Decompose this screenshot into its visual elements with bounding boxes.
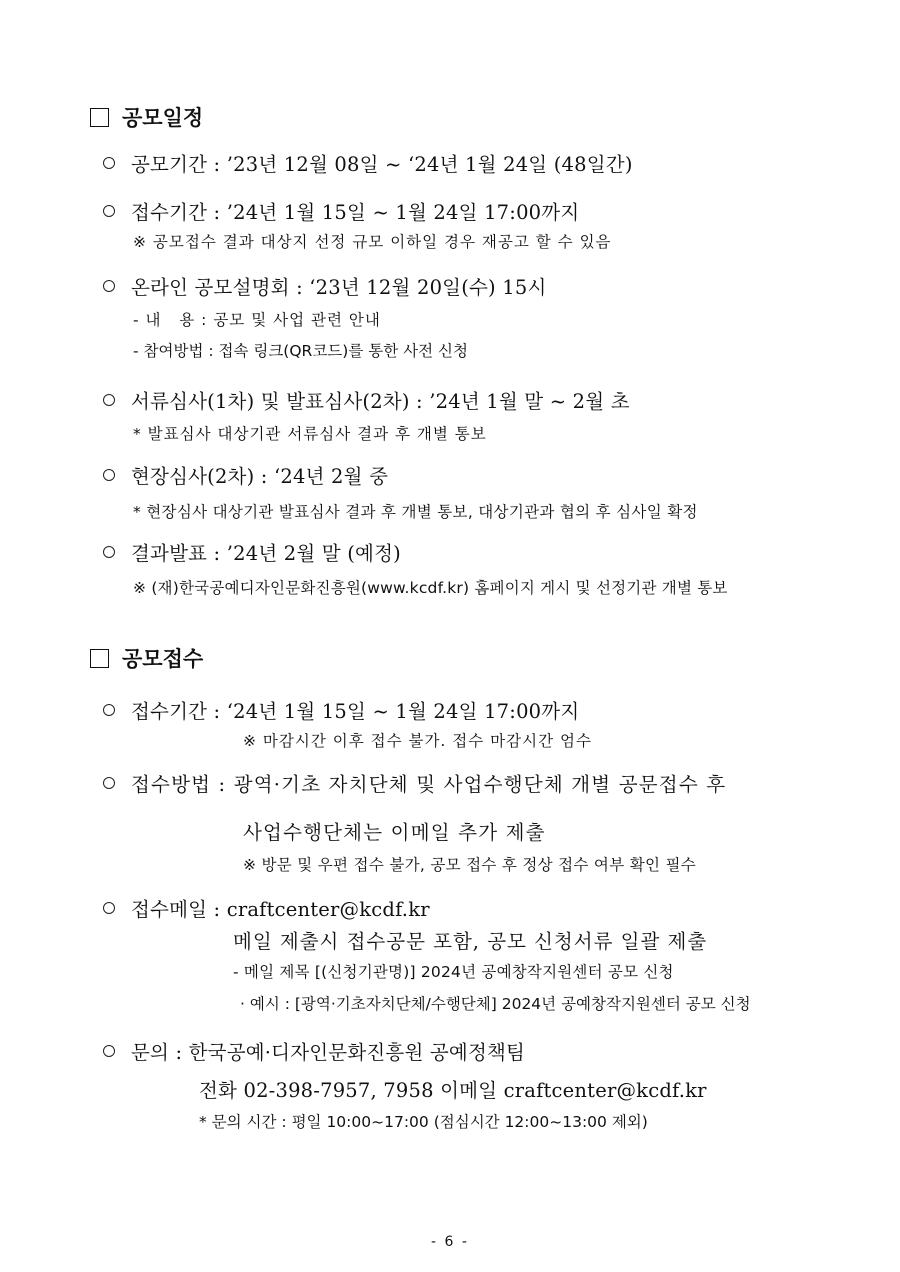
page-number: - 6 - <box>431 1234 469 1250</box>
submission-method: 접수방법 : 광역·기초 자치단체 및 사업수행단체 개별 공문접수 후 <box>103 775 726 795</box>
schedule-period: 공모기간 : ’23년 12월 08일 ~ ‘24년 1월 24일 (48일간) <box>103 155 633 175</box>
contact-phone: 전화 02-398-7957, 7958 이메일 craftcenter@kcdf.kr <box>199 1079 707 1102</box>
section-heading-submission: 공모접수 <box>90 649 203 670</box>
circle-bullet-icon <box>103 394 115 406</box>
method-continued: 사업수행단체는 이메일 추가 제출 <box>243 821 546 844</box>
reception-note: ※ 공모접수 결과 대상지 선정 규모 이하일 경우 재공고 할 수 있음 <box>133 233 612 251</box>
contact: 문의 : 한국공예·디자인문화진흥원 공예정책팀 <box>103 1043 525 1063</box>
circle-bullet-icon <box>103 777 115 789</box>
result-note: ※ (재)한국공예디자인문화진흥원(www.kcdf.kr) 홈페이지 게시 및 선정기관 개별 통보 <box>133 579 728 597</box>
email-example: · 예시 : [광역·기초자치단체/수행단체] 2024년 공예창작지원센터 공모 신청 <box>240 995 751 1013</box>
briefing-content: - 내 용 : 공모 및 사업 관련 안내 <box>133 311 381 329</box>
schedule-review: 서류심사(1차) 및 발표심사(2차) : ’24년 1월 말 ~ 2월 초 <box>103 392 630 412</box>
circle-bullet-icon <box>103 205 115 217</box>
site-note: * 현장심사 대상기관 발표심사 결과 후 개별 통보, 대상기관과 협의 후 심사일 확정 <box>133 503 698 521</box>
circle-bullet-icon <box>103 280 115 292</box>
email-subject: - 메일 제목 [(신청기관명)] 2024년 공예창작지원센터 공모 신청 <box>233 963 674 981</box>
submission-email: 접수메일 : craftcenter@kcdf.kr <box>103 900 430 920</box>
checkbox-square-icon <box>90 649 109 668</box>
checkbox-square-icon <box>90 108 109 127</box>
circle-bullet-icon <box>103 704 115 716</box>
method-note: ※ 방문 및 우편 접수 불가, 공모 접수 후 정상 접수 여부 확인 필수 <box>243 856 697 874</box>
circle-bullet-icon <box>103 469 115 481</box>
email-continued: 메일 제출시 접수공문 포함, 공모 신청서류 일괄 제출 <box>233 930 708 953</box>
briefing-method: - 참여방법 : 접속 링크(QR코드)를 통한 사전 신청 <box>133 342 468 360</box>
section-heading-schedule: 공모일정 <box>90 108 203 129</box>
circle-bullet-icon <box>103 1045 115 1057</box>
period-note: ※ 마감시간 이후 접수 불가. 접수 마감시간 엄수 <box>243 732 592 750</box>
schedule-briefing: 온라인 공모설명회 : ‘23년 12월 20일(수) 15시 <box>103 278 547 298</box>
contact-hours: * 문의 시간 : 평일 10:00~17:00 (점심시간 12:00~13:00 제외) <box>199 1113 648 1131</box>
circle-bullet-icon <box>103 157 115 169</box>
circle-bullet-icon <box>103 546 115 558</box>
circle-bullet-icon <box>103 902 115 914</box>
review-note: * 발표심사 대상기관 서류심사 결과 후 개별 통보 <box>133 425 487 443</box>
submission-period: 접수기간 : ‘24년 1월 15일 ~ 1월 24일 17:00까지 <box>103 702 579 722</box>
schedule-site: 현장심사(2차) : ‘24년 2월 중 <box>103 467 388 487</box>
schedule-reception: 접수기간 : ’24년 1월 15일 ~ 1월 24일 17:00까지 <box>103 203 579 223</box>
schedule-result: 결과발표 : ’24년 2월 말 (예정) <box>103 544 401 564</box>
